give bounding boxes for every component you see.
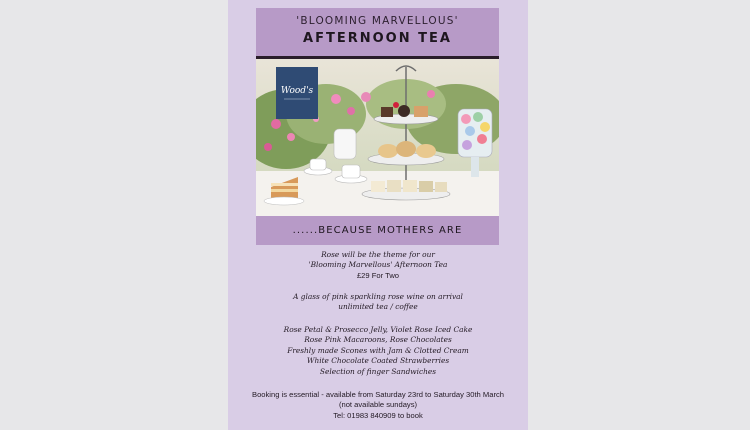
tagline-banner [256, 216, 499, 245]
poster [228, 0, 528, 430]
booking-note: (not available sundays) [338, 400, 418, 410]
page-title: AFTERNOON TEA [303, 31, 452, 46]
price: £29 For Two [356, 270, 400, 280]
afternoon-tea-illustration [256, 59, 499, 216]
booking-info: Booking is essential - available from Saturday 23rd to Saturday 30th March [252, 390, 504, 399]
intro-line: Rose will be the theme for our [321, 250, 435, 259]
booking-phone: Tel: 01983 840909 to book [333, 410, 423, 420]
tagline: ......BECAUSE MOTHERS ARE [292, 225, 463, 236]
extras-line: unlimited tea / coffee [338, 302, 418, 312]
intro-section [228, 250, 528, 281]
menu-item: Rose Petal & Prosecco Jelly, Violet Rose Iced Cake [283, 325, 473, 334]
booking-section [228, 390, 528, 421]
title-banner [256, 8, 499, 56]
menu-item: Selection of finger Sandwiches [319, 366, 437, 376]
logo-text: Wood's [280, 86, 314, 96]
intro-line: 'Blooming Marvellous' Afternoon Tea [308, 260, 448, 270]
extras-line: A glass of pink sparkling rose wine on arrival [293, 292, 463, 301]
menu-item: Freshly made Scones with Jam & Clotted Cream [287, 345, 469, 355]
menu-item: White Chocolate Coated Strawberries [306, 356, 450, 366]
title-subheading: 'BLOOMING MARVELLOUS' [296, 15, 459, 27]
menu-section [228, 325, 528, 377]
extras-section [228, 292, 528, 313]
afternoon-tea-photo [256, 59, 499, 216]
menu-item: Rose Pink Macaroons, Rose Chocolates [304, 335, 452, 345]
